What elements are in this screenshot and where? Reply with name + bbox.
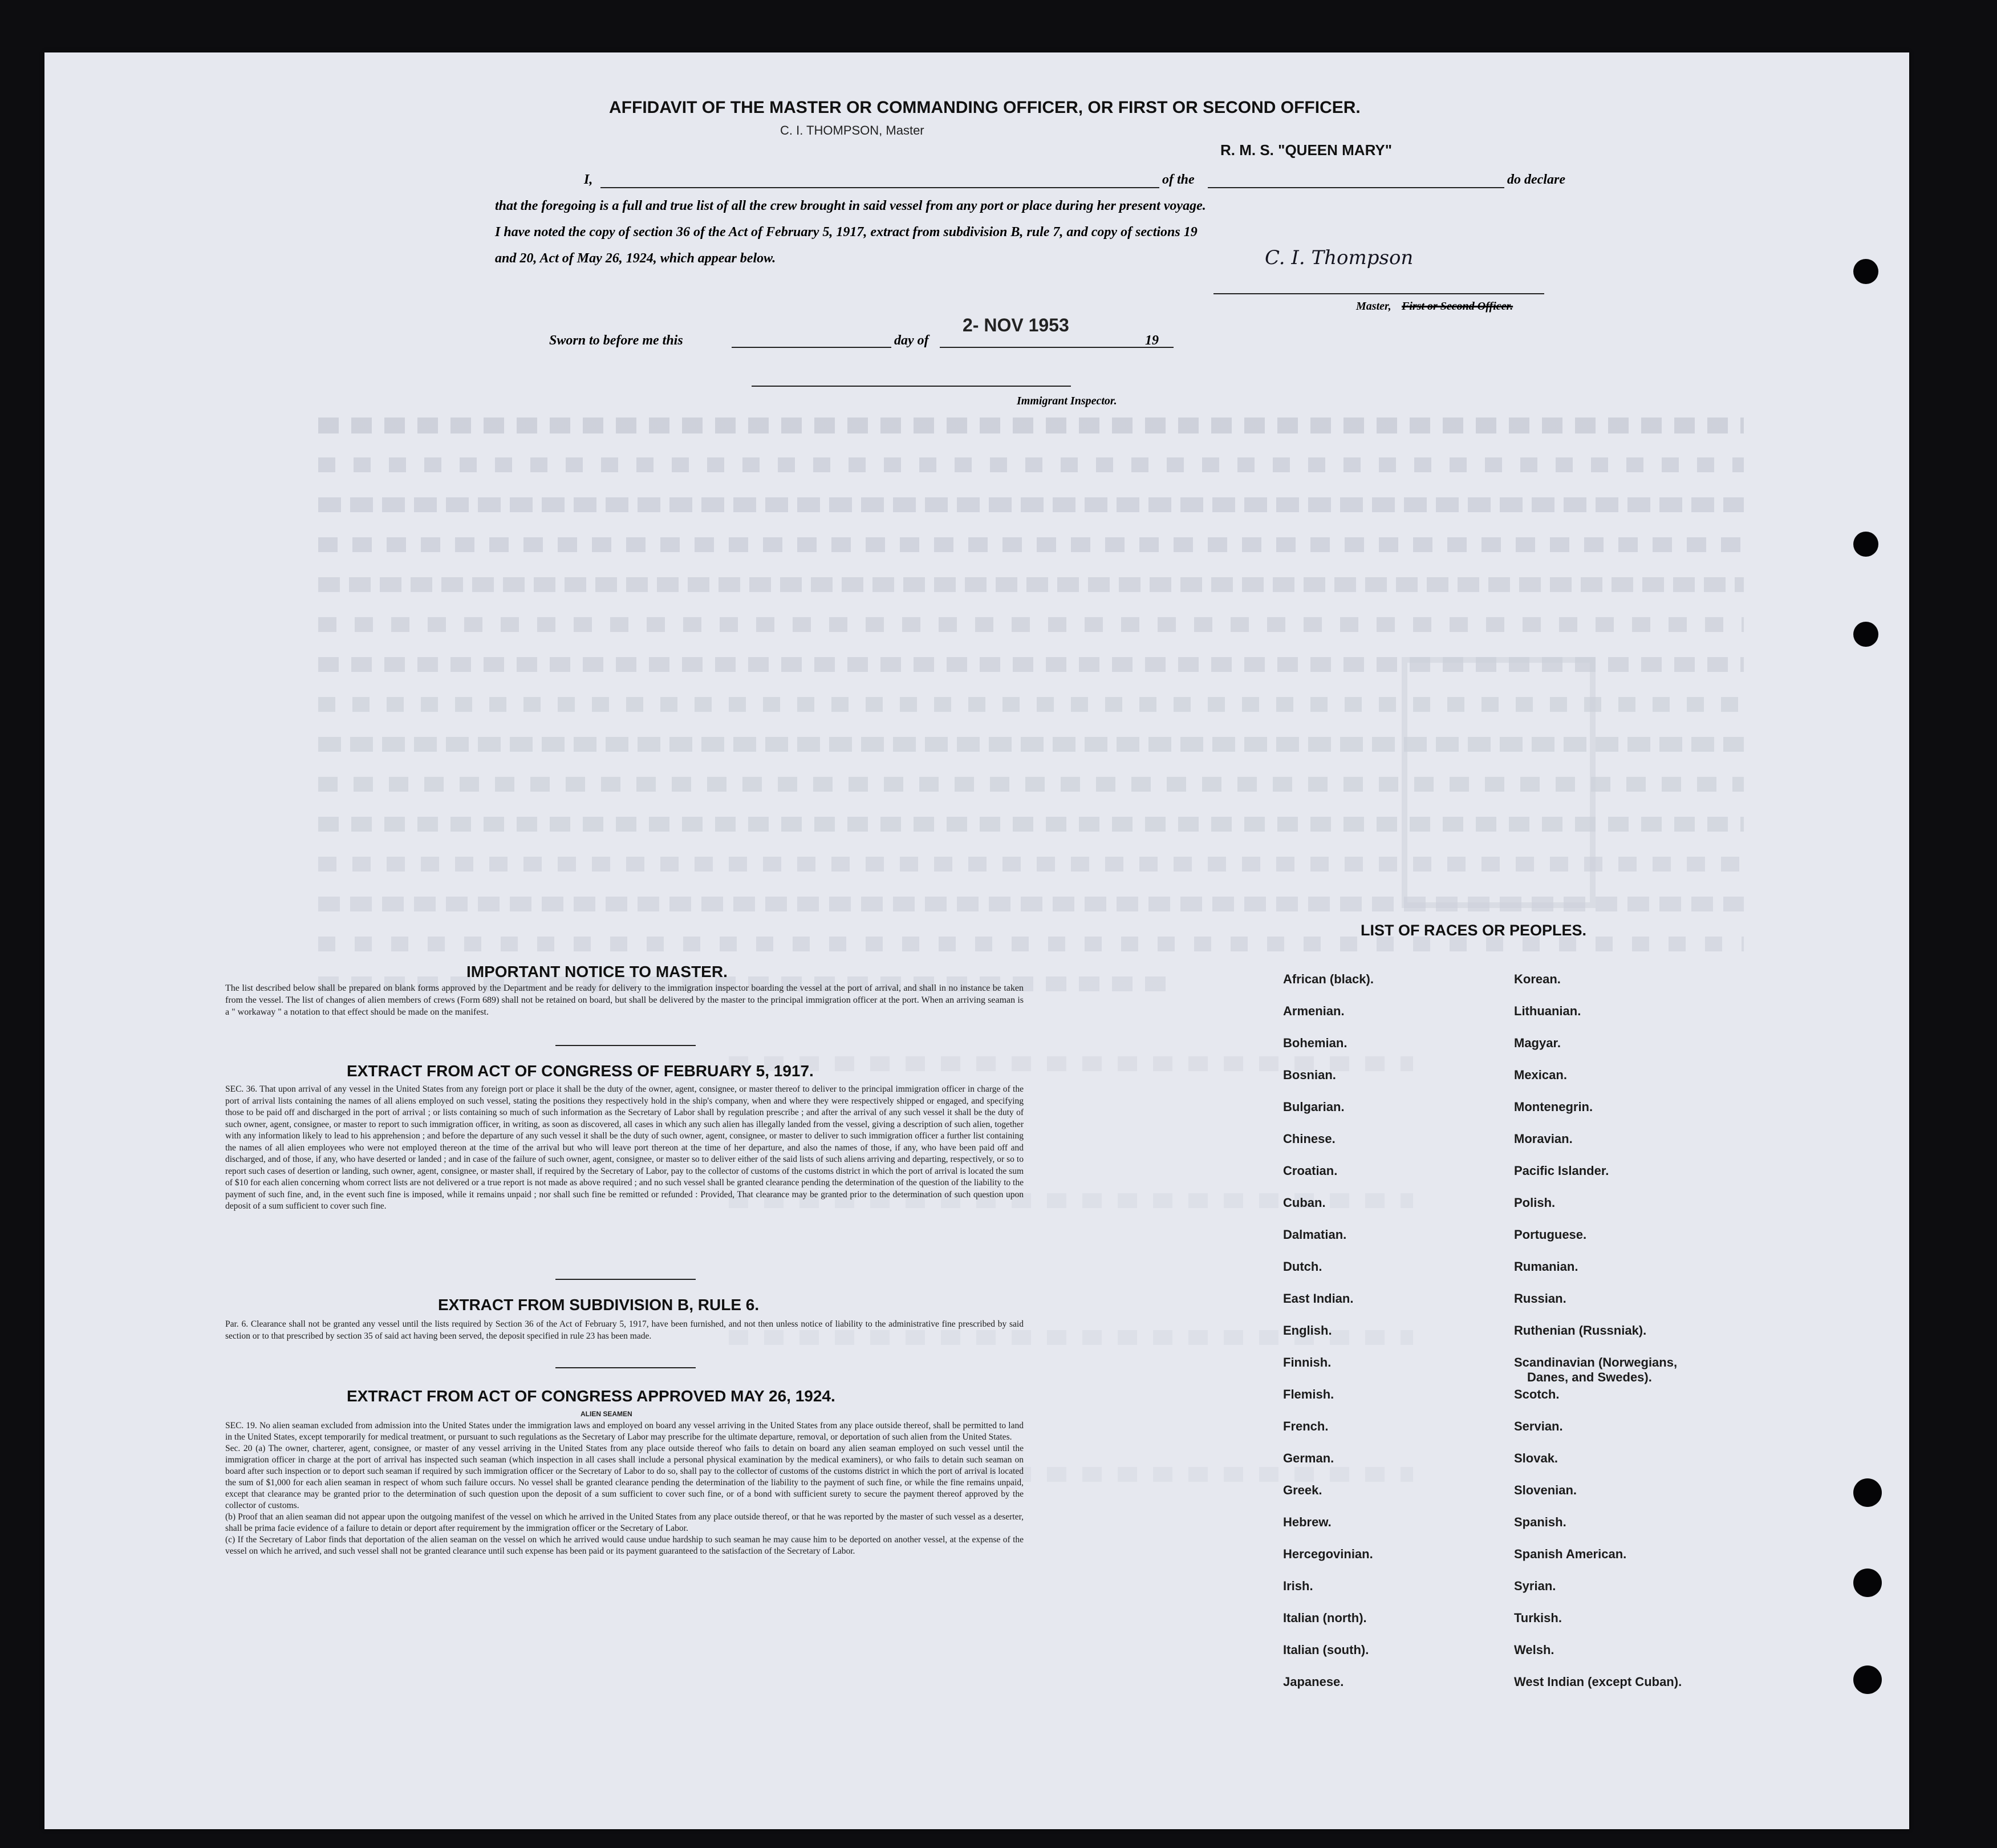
affidavit-line-3: I have noted the copy of section 36 of the Act of February 5, 1917, extract from subdivision B, rule 7, and copy of sections 19 [495, 225, 1198, 240]
vessel-name: R. M. S. "QUEEN MARY" [1220, 141, 1393, 159]
race-item: Flemish. [1283, 1387, 1334, 1401]
race-item: Pacific Islander. [1514, 1164, 1609, 1178]
race-item: Dalmatian. [1283, 1227, 1347, 1242]
race-item: Chinese. [1283, 1132, 1336, 1146]
race-item: Rumanian. [1514, 1259, 1578, 1274]
race-item: Slovak. [1514, 1451, 1558, 1465]
struck-officer-label: First or Second Officer. [1402, 300, 1513, 313]
sworn-label: Sworn to before me this [549, 333, 683, 348]
extract-rule6-title: EXTRACT FROM SUBDIVISION B, RULE 6. [438, 1296, 760, 1314]
sworn-month-line [940, 347, 1174, 348]
punch-hole [1853, 622, 1878, 647]
race-item: Bulgarian. [1283, 1100, 1345, 1114]
punch-hole [1853, 259, 1878, 284]
divider [555, 1279, 696, 1280]
race-item: Mexican. [1514, 1068, 1567, 1082]
notice-title: IMPORTANT NOTICE TO MASTER. [466, 963, 728, 980]
race-item: Russian. [1514, 1291, 1566, 1306]
race-item: Spanish. [1514, 1515, 1566, 1529]
race-item: Croatian. [1283, 1164, 1338, 1178]
sworn-date-stamp: 2- NOV 1953 [963, 315, 1069, 335]
race-item: African (black). [1283, 972, 1374, 986]
races-title: LIST OF RACES OR PEOPLES. [1361, 922, 1587, 939]
race-item: Ruthenian (Russniak). [1514, 1323, 1647, 1338]
race-item: Bosnian. [1283, 1068, 1336, 1082]
punch-hole [1853, 1569, 1882, 1597]
day-of-label: day of [894, 333, 929, 348]
race-item: Cuban. [1283, 1195, 1326, 1210]
race-item: Syrian. [1514, 1579, 1556, 1593]
race-item: Spanish American. [1514, 1547, 1627, 1561]
race-item: Greek. [1283, 1483, 1322, 1497]
punch-hole [1853, 532, 1878, 557]
extract-1924-body [225, 1420, 1024, 1557]
affidavit-line-2: that the foregoing is a full and true list of all the crew brought in said vessel from any port or place during her present voyage. [495, 198, 1206, 213]
race-item: Lithuanian. [1514, 1004, 1581, 1018]
master-name: C. I. THOMPSON, Master [780, 123, 924, 137]
race-item: French. [1283, 1419, 1329, 1433]
affidavit-of-the: of the [1162, 172, 1195, 187]
year-label: 19 [1145, 333, 1159, 348]
race-item: Montenegrin. [1514, 1100, 1593, 1114]
document-page [44, 52, 1909, 1829]
notice-text: The list described below shall be prepared on blank forms approved by the Department and be ready for delivery to the immigration inspector boarding the vessel at the port of arrival, and shall in no instance be taken from the vessel. The list of changes of alien members of crews (Form 689) shall not be retained on board, but shall be delivered by the master to the principal immigration officer at the port. When an arriving seaman is a " workaway " a notation to that effect should be made on the manifest. [225, 983, 1024, 1017]
race-item: Welsh. [1514, 1643, 1554, 1657]
race-item: Magyar. [1514, 1036, 1561, 1050]
extract-1924-title: EXTRACT FROM ACT OF CONGRESS APPROVED MAY 26, 1924. [347, 1387, 835, 1405]
affidavit-title: AFFIDAVIT OF THE MASTER OR COMMANDING OFFICER, OR FIRST OR SECOND OFFICER. [609, 98, 1361, 117]
race-item: Irish. [1283, 1579, 1313, 1593]
race-item: Korean. [1514, 972, 1561, 986]
sec-19-text: SEC. 19. No alien seaman excluded from admission into the United States under the immigration laws and employed on board any vessel arriving in the United States from any place outside thereof, shall be permitted to land in the United States, except temporarily for medical treatment, or pursuant to such regulations as the Secretary of Labor may prescribe for the ultimate departure, removal, or deportation of such alien from the United States. [225, 1421, 1024, 1442]
race-item: Hebrew. [1283, 1515, 1332, 1529]
race-item: Scandinavian (Norwegians, [1514, 1355, 1678, 1369]
inspector-label: Immigrant Inspector. [1017, 395, 1117, 407]
signature-line [1213, 293, 1544, 294]
affidavit-do-declare: do declare [1507, 172, 1565, 187]
vessel-line [1208, 187, 1504, 188]
sworn-day-line [732, 347, 891, 348]
race-item: Portuguese. [1514, 1227, 1587, 1242]
signature: C. I. Thompson [1265, 246, 1414, 269]
divider [555, 1367, 696, 1368]
race-item: Italian (north). [1283, 1611, 1367, 1625]
race-item: Slovenian. [1514, 1483, 1577, 1497]
extract-rule6-text: Par. 6. Clearance shall not be granted any vessel until the lists required by Section 36 of the Act of February 5, 1917, have been furnished, and not then unless notice of liability to the administrative fine prescribed by said section or to that prescribed by section 35 of said act having been served, the deposit specified in rule 23 has been made. [225, 1319, 1024, 1341]
sec-20a-text: Sec. 20 (a) The owner, charterer, agent, consignee, or master of any vessel arriving in the United States from any place outside thereof who fails to detain on board any alien seaman employed on such vessel until the immigration officer in charge at the port of arrival has inspected such seaman (which inspection in all cases shall include a personal physical examination by the medical examiners), or who fails to detain such seaman on board after such inspection or to deport such seaman if required by such immigration officer or the Secretary of Labor to do so, shall pay to the collector of customs of the customs district in which the port of arrival is located the sum of $1,000 for each alien seaman in respect of whom such failure occurs. No vessel shall be granted clearance pending the determination of the liability to the payment of such fine, or while the fine remains unpaid, except that clearance may be granted prior to the determination of such question upon the deposit of a sum sufficient to cover such fine, or of a bond with sufficient surety to secure the payment thereof approved by the collector of customs. [225, 1444, 1024, 1510]
race-item: German. [1283, 1451, 1334, 1465]
extract-1924-subtitle: ALIEN SEAMEN [581, 1410, 632, 1418]
race-item: East Indian. [1283, 1291, 1354, 1306]
master-label: Master, [1356, 300, 1391, 313]
race-item: Hercegovinian. [1283, 1547, 1373, 1561]
race-item: Japanese. [1283, 1675, 1344, 1689]
race-item: Finnish. [1283, 1355, 1332, 1369]
race-item: Moravian. [1514, 1132, 1573, 1146]
race-item: Bohemian. [1283, 1036, 1347, 1050]
extract-1917-title: EXTRACT FROM ACT OF CONGRESS OF FEBRUARY 5, 1917. [347, 1062, 814, 1080]
name-line [600, 187, 1159, 188]
race-item: Scotch. [1514, 1387, 1560, 1401]
race-item-continuation: Danes, and Swedes). [1527, 1370, 1652, 1384]
inspector-line [752, 386, 1071, 387]
race-item: Armenian. [1283, 1004, 1345, 1018]
punch-hole [1853, 1478, 1882, 1507]
race-item: Italian (south). [1283, 1643, 1369, 1657]
sec-20c-text: (c) If the Secretary of Labor finds that deportation of the alien seaman on the vessel on which he arrived would cause undue hardship to such seaman he may cause him to be deported on another vessel, at the expense of the vessel on which he arrived, and such vessel shall not be granted clearance until such expense has been paid or its payment guaranteed to the satisfaction of the Secretary of Labor. [225, 1535, 1024, 1556]
punch-hole [1853, 1665, 1882, 1694]
race-item: Servian. [1514, 1419, 1563, 1433]
divider [555, 1045, 696, 1046]
race-item: English. [1283, 1323, 1332, 1338]
race-item: Dutch. [1283, 1259, 1322, 1274]
race-item: Turkish. [1514, 1611, 1562, 1625]
affidavit-i: I, [584, 172, 593, 187]
extract-1917-text: SEC. 36. That upon arrival of any vessel in the United States from any foreign port or place it shall be the duty of the owner, agent, consignee, or master thereof to deliver to the principal immigration officer in charge of the port of arrival lists containing the names of all aliens employed on such vessel, stating the positions they respectively hold in the ship's company, when and where they were respectively shipped or engaged, and specifying those to be paid off and discharged in the port of arrival ; or lists containing so much of such information as the Secretary of Labor shall by regulation prescribe ; and after the arrival of any such vessel it shall be the duty of such owner, agent, consignee, or master to report to such immigration officer, in writing, as soon as discovered, all cases in which any such alien has illegally landed from the vessel, giving a description of such alien, together with any information likely to lead to his apprehension ; and before the departure of any such vessel it shall be the duty of such owner, agent, consignee, or master to deliver to such immigration officer a further list containing the names of all alien employees who were not employed thereon at the time of the arrival but who will leave port thereon at the time of her departure, and also the names of those, if any, who have been paid off and discharged, and of those, if any, who have deserted or landed ; and in case of the failure of such owner, agent, consignee, or master so to deliver either of the said lists of such aliens arriving and departing, respectively, or so to report such cases of desertion or landing, such owner, agent, consignee, or master shall, if required by the Secretary of Labor, pay to the collector of customs of the customs district in which the port of arrival is located the sum of $10 for each alien concerning whom correct lists are not delivered or a true report is not made as above required ; and no such vessel shall be granted clearance pending the determination of the question of the liability to the payment of such fine, and, in the event such fine is imposed, while it remains unpaid ; nor shall such fine be remitted or refunded : Provided, That clearance may be granted prior to the determination of such question upon deposit of a sum sufficient to cover such fine. [225, 1084, 1024, 1211]
race-item: Polish. [1514, 1195, 1556, 1210]
affidavit-line-4: and 20, Act of May 26, 1924, which appear below. [495, 251, 776, 266]
race-item: West Indian (except Cuban). [1514, 1675, 1682, 1689]
sec-20b-text: (b) Proof that an alien seaman did not appear upon the outgoing manifest of the vessel on which he arrived in the United States from any place outside thereof, or that he was reported by the master of such vessel as a deserter, shall be prima facie evidence of a failure to detain or deport after requirement by the immigration officer or the Secretary of Labor. [225, 1512, 1024, 1533]
